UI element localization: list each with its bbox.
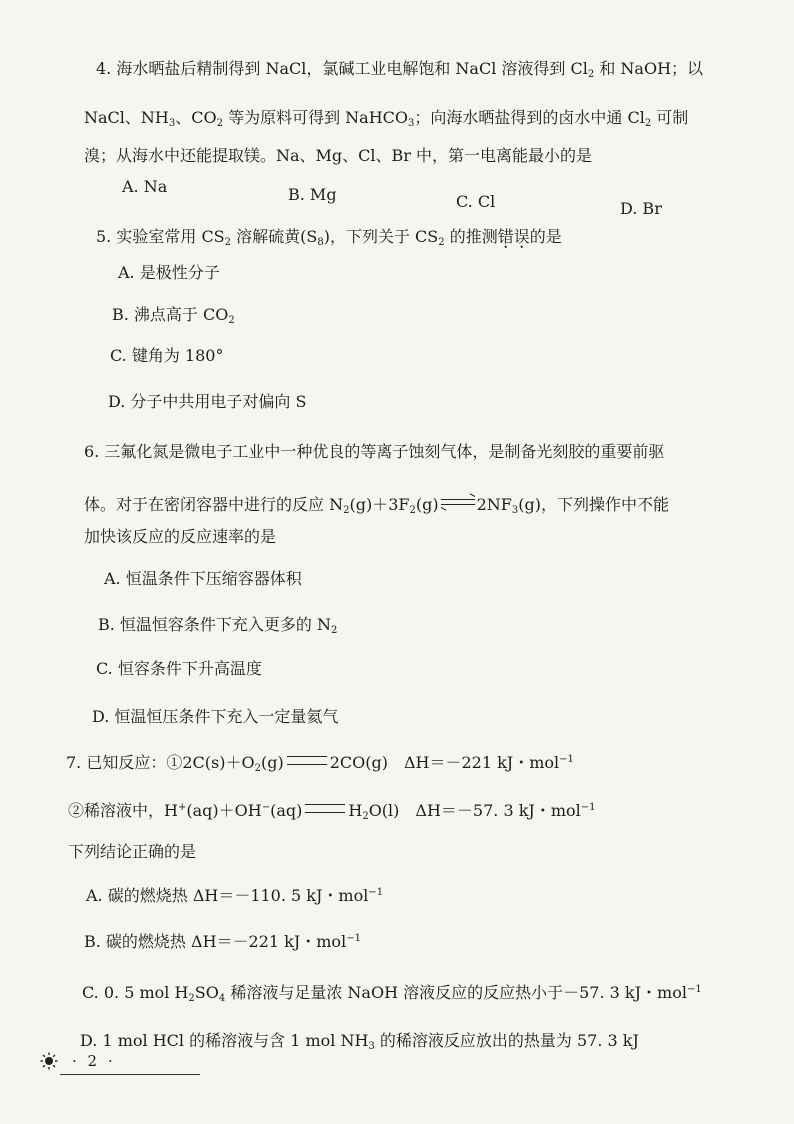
q4-option-a: A. Na <box>122 177 168 196</box>
page-number: · 2 · <box>72 1052 116 1070</box>
q4-line1: 4. 海水晒盐后精制得到 NaCl，氯碱工业电解饱和 NaCl 溶液得到 $Cl_2$ 和 NaOH；以 <box>96 59 704 80</box>
q5-option-b: B. 沸点高于 $CO_2$ <box>112 305 235 326</box>
q5-option-a: A. 是极性分子 <box>118 263 220 282</box>
q4-line2: NaCl、$NH_3$、$CO_2$ 等为原料可得到 NaHCO$_3$；向海水晒盐得到的卤水中通 $Cl_2$ 可制 <box>84 108 689 129</box>
q4-option-d: D. Br <box>620 199 662 218</box>
reversible-arrow-icon <box>441 496 475 508</box>
q6-option-b: B. 恒温恒容条件下充入更多的 $N_2$ <box>98 615 338 636</box>
q4-line3: 溴；从海水中还能提取镁。Na、Mg、Cl、Br 中，第一电离能最小的是 <box>84 146 593 165</box>
equals-arrow-icon <box>305 804 345 813</box>
q4-option-b: B. Mg <box>288 185 337 204</box>
q5-option-d: D. 分子中共用电子对偏向 S <box>108 392 307 411</box>
sun-logo-icon <box>40 1052 58 1070</box>
q6-line3: 加快该反应的反应速率的是 <box>84 527 277 546</box>
q6-option-a: A. 恒温条件下压缩容器体积 <box>104 569 302 588</box>
page-footer <box>40 1048 200 1078</box>
q5-option-c: C. 键角为 180° <box>110 346 224 365</box>
q7-option-b: B. 碳的燃烧热 ΔH＝－221 kJ・mol$^{-1}$ <box>84 932 361 951</box>
q7-option-c: C. 0. 5 mol $H_2SO_4$ 稀溶液与足量浓 NaOH 溶液反应的反应热小于－57. 3 kJ・mol$^{-1}$ <box>82 983 702 1004</box>
q6-option-d: D. 恒温恒压条件下充入一定量氦气 <box>92 707 339 726</box>
q7-option-a: A. 碳的燃烧热 ΔH＝－110. 5 kJ・mol$^{-1}$ <box>86 886 384 905</box>
q5-stem: 5. 实验室常用 $CS_2$ 溶解硫黄$(S_8)$，下列关于 $CS_2$ 的推测错误的是 <box>96 227 562 248</box>
q7-option-d: D. 1 mol HCl 的稀溶液与含 1 mol $NH_3$ 的稀溶液反应放出的热量为 57. 3 kJ <box>80 1031 639 1052</box>
q6-option-c: C. 恒容条件下升高温度 <box>96 659 262 678</box>
q6-line2: 体。对于在密闭容器中进行的反应 $N_2(g)+3F_2(g)$ $2NF_3(g)$，下列操作中不能 <box>84 495 669 516</box>
q7-reaction-2: ②稀溶液中，H+(aq)＋OH−(aq) $H_2O(l)$ ΔH＝－57. 3 kJ・mol$^{-1}$ <box>68 801 596 822</box>
q7-reaction-1: 7. 已知反应：$①2C(s)+O_2(g)$ 2CO(g) ΔH＝－221 kJ・mol$^{-1}$ <box>66 753 574 774</box>
q4-option-c: C. Cl <box>456 192 496 211</box>
q7-prompt: 下列结论正确的是 <box>68 842 197 861</box>
equals-arrow-icon <box>287 756 327 765</box>
footer-rule <box>60 1074 200 1075</box>
q6-line1: 6. 三氟化氮是微电子工业中一种优良的等离子蚀刻气体，是制备光刻胶的重要前驱 <box>84 442 665 461</box>
